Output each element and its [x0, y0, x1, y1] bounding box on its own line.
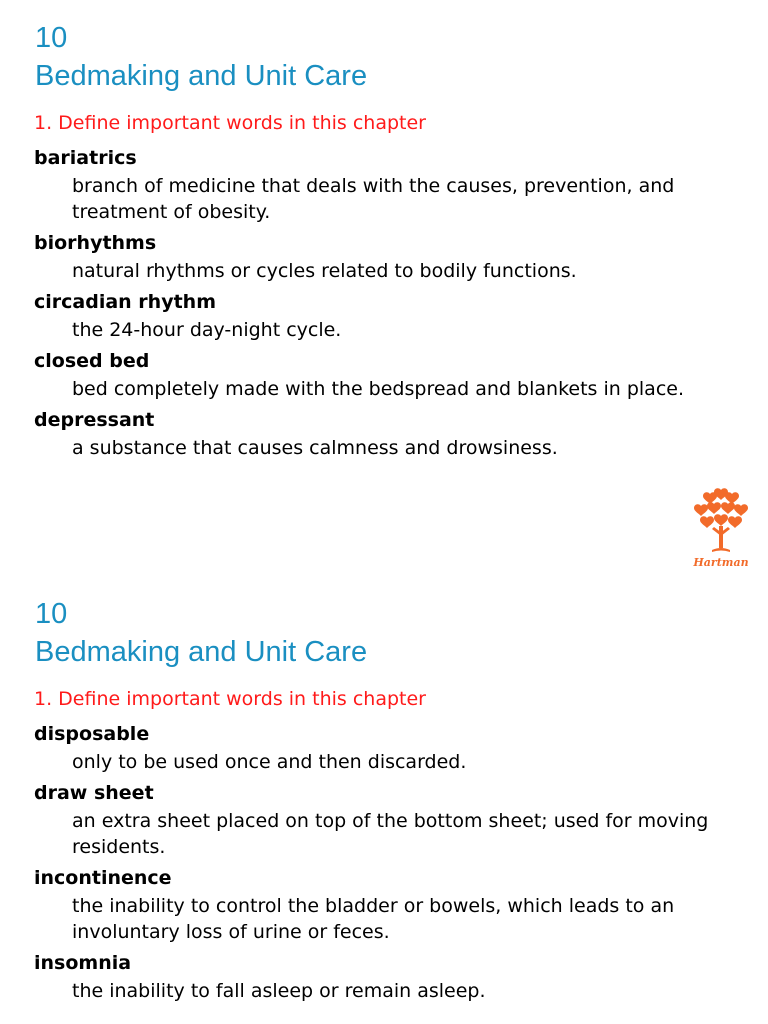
glossary-list	[0, 146, 768, 467]
slide-2	[0, 576, 768, 1024]
learning-objective: 1. Define important words in this chapter	[34, 112, 426, 134]
glossary-term: incontinence	[34, 867, 172, 889]
glossary-definition: the 24-hour day-night cycle.	[72, 319, 342, 341]
glossary-definition: natural rhythms or cycles related to bodily functions.	[72, 260, 577, 282]
glossary-term: closed bed	[34, 350, 150, 372]
glossary-definition: an extra sheet placed on top of the bottom sheet; used for moving residents.	[72, 810, 709, 858]
glossary-list	[0, 722, 768, 1010]
glossary-term: disposable	[34, 723, 150, 745]
chapter-number: 10	[35, 598, 68, 630]
glossary-term: depressant	[34, 409, 155, 431]
chapter-title: Bedmaking and Unit Care	[35, 60, 368, 92]
chapter-title: Bedmaking and Unit Care	[35, 636, 368, 668]
glossary-term: circadian rhythm	[34, 291, 216, 313]
glossary-definition: the inability to fall asleep or remain asleep.	[72, 980, 486, 1002]
chapter-number: 10	[35, 22, 68, 54]
tree-hearts-icon	[688, 486, 754, 570]
glossary-term: bariatrics	[34, 147, 137, 169]
glossary-definition: branch of medicine that deals with the causes, prevention, and treatment of obesity.	[72, 175, 675, 223]
glossary-term: insomnia	[34, 952, 132, 974]
glossary-definition: the inability to control the bladder or bowels, which leads to an involuntary loss of urine or feces.	[72, 895, 675, 943]
glossary-term: draw sheet	[34, 782, 154, 804]
glossary-term: biorhythms	[34, 232, 157, 254]
glossary-definition: a substance that causes calmness and drowsiness.	[72, 437, 558, 459]
learning-objective: 1. Define important words in this chapter	[34, 688, 426, 710]
logo-text: Hartman	[693, 556, 749, 569]
glossary-definition: bed completely made with the bedspread and blankets in place.	[72, 378, 684, 400]
hartman-logo	[688, 486, 754, 570]
glossary-definition: only to be used once and then discarded.	[72, 751, 467, 773]
